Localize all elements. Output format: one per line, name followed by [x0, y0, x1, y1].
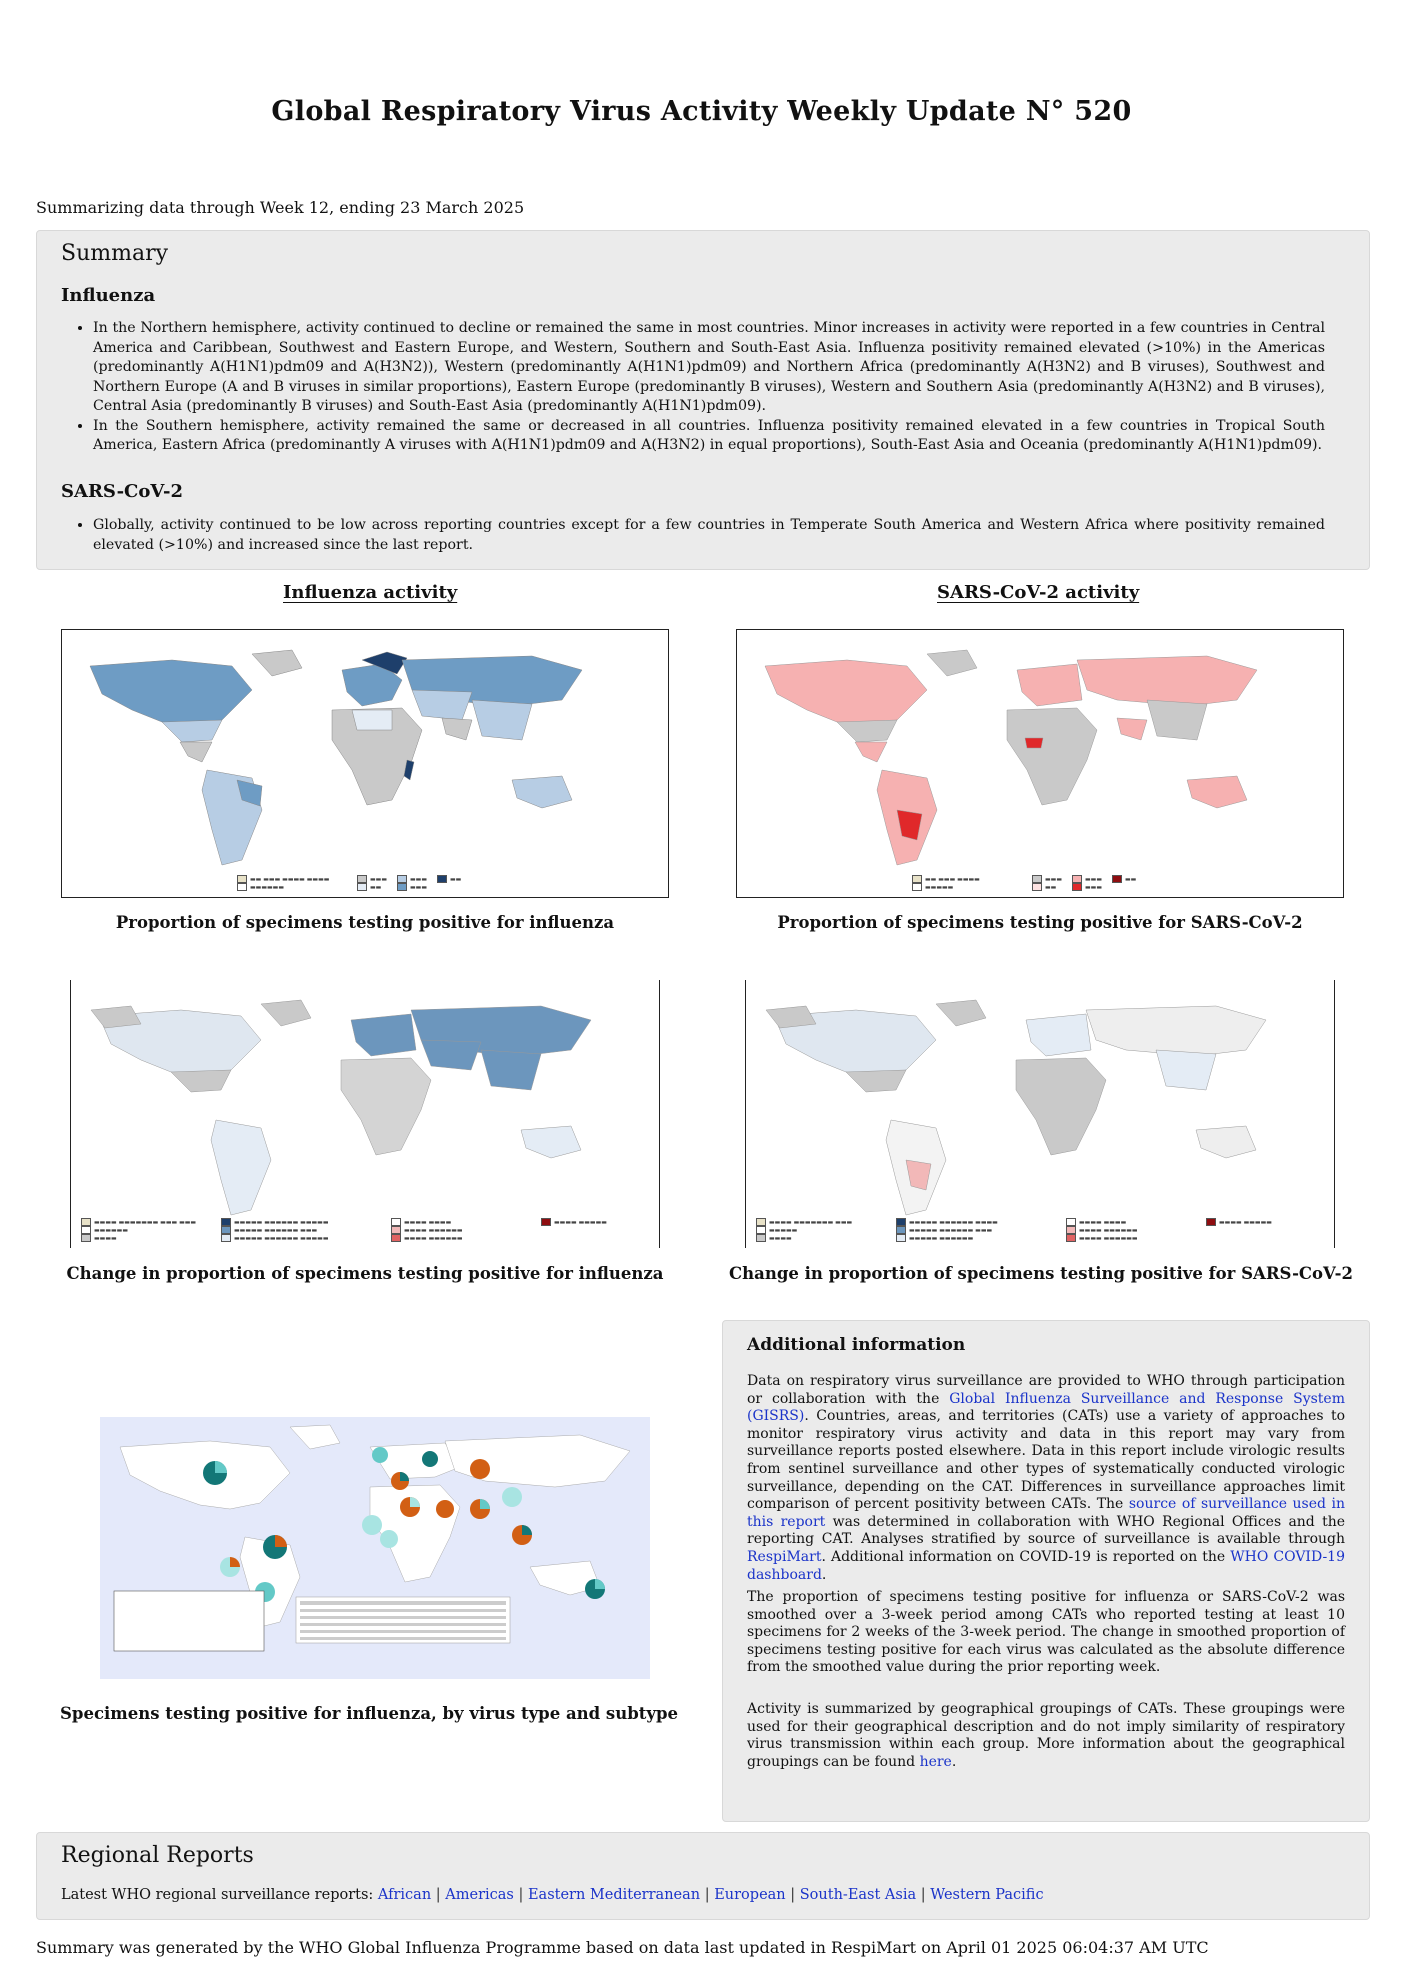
world-map-icon	[62, 630, 668, 897]
influenza-bullet: • In the Northern hemisphere, activity continued to decline or remained the same in most countries. Minor increases in activity were reported in a few countries in Central America and Caribbean, Southwest and Eastern Europe, and Western, Southern and South-East Asia. Influenza positivity remained elevated (>10%) in the Americas (predominantly A(H1N1)pdm09 and A(H3N2)), Western (predominantly A(H1N1)pdm09) and Northern Africa (predominantly A(H3N2) and B viruses), Southwest and Northern Europe (A and B viruses in similar proportions), Eastern Europe (predominantly B viruses), Western and Southern Asia (predominantly A(H3N2) and B viruses), Central Asia (predominantly B viruses) and South-East Asia (predominantly A(H1N1)pdm09).	[93, 319, 1325, 417]
sars-change-legend: ▬▬▬▬ ▬▬▬▬▬▬▬ ▬▬▬ ▬▬▬▬▬ ▬▬▬▬ ▬▬▬▬▬ ▬▬▬▬▬▬ ▬▬▬▬ ▬▬▬▬▬ ▬▬▬▬▬▬ ▬▬▬ ▬▬▬▬▬ ▬▬▬▬▬▬ ▬▬▬▬ ▬▬▬▬ ▬▬▬▬ ▬▬▬▬▬▬ ▬▬▬▬ ▬▬▬▬▬▬ ▬▬▬▬ ▬▬▬▬▬	[756, 1218, 1316, 1244]
influenza-heading: Influenza	[61, 285, 156, 306]
link-separator: |	[916, 1887, 931, 1903]
surveillance-source-link[interactable]: source of surveillance used in this report	[747, 1496, 1346, 1530]
regional-reports-lead: Latest WHO regional surveillance reports:	[61, 1887, 378, 1903]
paragraph-text: .	[951, 1753, 957, 1770]
reporting-period: Summarizing data through Week 12, ending 23 March 2025	[36, 198, 525, 217]
sars-bullets	[93, 516, 1325, 555]
influenza-change-legend: ▬▬▬▬ ▬▬▬▬▬▬▬ ▬▬▬ ▬▬▬ ▬▬▬▬▬▬ ▬▬▬▬ ▬▬▬▬▬ ▬▬▬▬▬▬ ▬▬▬▬▬ ▬▬▬▬▬ ▬▬▬▬▬▬ ▬▬▬ ▬▬▬▬▬ ▬▬▬▬▬▬ ▬▬▬▬▬ ▬▬▬▬ ▬▬▬▬ ▬▬▬▬ ▬▬▬▬▬▬ ▬▬▬▬ ▬▬▬▬▬▬ ▬▬▬▬ ▬▬▬▬▬	[81, 1218, 641, 1244]
link-separator: |	[785, 1887, 800, 1903]
paragraph-text: was determined in collaboration with WHO Regional Offices and the reporting CAT. Analyses stratified by source of surveillance is available through	[747, 1513, 1345, 1548]
influenza-subtype-map	[100, 1417, 650, 1679]
sars-change-caption: Change in proportion of specimens testing positive for SARS-CoV-2	[729, 1264, 1353, 1283]
influenza-bullets	[93, 319, 1325, 456]
regional-reports-heading: Regional Reports	[61, 1843, 254, 1868]
influenza-positivity-caption: Proportion of specimens testing positive for influenza	[115, 913, 615, 932]
influenza-bullet: • In the Southern hemisphere, activity remained the same or decreased in all countries. Influenza positivity remained elevated in a few countries in Tropical South America, Eastern Africa (predominantly A viruses with A(H1N1)pdm09 and A(H3N2) in equal proportions), South-East Asia and Oceania (predominantly A(H1N1)pdm09).	[93, 417, 1325, 456]
influenza-activity-heading: Influenza activity	[283, 582, 458, 603]
influenza-change-map	[70, 980, 660, 1248]
paragraph-text: . Additional information on COVID-19 is reported on the	[821, 1548, 1231, 1565]
regional-link-african[interactable]: African	[377, 1887, 432, 1903]
additional-info-paragraph-3	[747, 1701, 1345, 1771]
geographical-groupings-link[interactable]: here	[919, 1753, 952, 1770]
sars-positivity-caption: Proportion of specimens testing positive for SARS-CoV-2	[777, 913, 1303, 932]
summary-panel	[36, 230, 1370, 570]
covid-dashboard-link[interactable]: WHO COVID-19 dashboard	[747, 1548, 1345, 1583]
world-map-icon	[71, 980, 659, 1248]
link-separator: |	[700, 1887, 715, 1903]
additional-info-paragraph-2: The proportion of specimens testing positive for influenza or SARS-CoV-2 was smoothed over a 3-week period among CATs who reported testing at least 10 specimens for 2 weeks of the 3-week period. The change in smoothed proportion of specimens testing positive for each virus was calculated as the absolute difference from the smoothed value during the prior reporting week.	[747, 1589, 1345, 1676]
regional-reports-panel	[36, 1832, 1370, 1920]
world-map-icon	[746, 980, 1334, 1248]
sars-positivity-legend: ▬▬ ▬▬▬ ▬▬▬▬ ▬▬▬▬▬ ▬▬▬ ▬▬ ▬▬▬ ▬▬▬ ▬▬	[912, 875, 1212, 893]
additional-info-paragraph-1	[747, 1373, 1345, 1584]
regional-link-western-pacific[interactable]: Western Pacific	[930, 1887, 1044, 1903]
regional-reports-links	[61, 1887, 1044, 1903]
summary-heading: Summary	[61, 241, 169, 266]
regional-link-eastern-mediterranean[interactable]: Eastern Mediterranean	[527, 1887, 701, 1903]
sars-positivity-map	[736, 629, 1344, 898]
sars-heading: SARS-CoV-2	[61, 481, 184, 502]
paragraph-text: Data on respiratory virus surveillance are provided to WHO through participation or collaboration with the	[747, 1373, 1345, 1407]
paragraph-text: Activity is summarized by geographical groupings of CATs. These groupings were used for their geographical description and do not imply similarity of respiratory virus transmission within each group. More information about the geographical groupings can be found	[747, 1701, 1345, 1770]
regional-link-south-east-asia[interactable]: South-East Asia	[799, 1887, 917, 1903]
world-map-icon	[737, 630, 1343, 897]
additional-info-panel	[722, 1320, 1370, 1822]
document-title: Global Respiratory Virus Activity Weekly Update N° 520	[271, 96, 1132, 127]
influenza-positivity-legend: ▬▬ ▬▬▬ ▬▬▬▬ ▬▬▬▬ ▬▬▬▬▬▬ ▬▬▬ ▬▬ ▬▬▬ ▬▬▬ ▬▬	[237, 875, 537, 893]
influenza-positivity-map	[61, 629, 669, 898]
sars-bullet: • Globally, activity continued to be low across reporting countries except for a few countries in Temperate South America and Western Africa where positivity remained elevated (>10%) and increased since the last report.	[93, 516, 1325, 555]
respimart-link[interactable]: RespiMart	[747, 1548, 822, 1565]
regional-link-european[interactable]: European	[714, 1887, 786, 1903]
paragraph-text: .	[821, 1566, 827, 1583]
influenza-change-caption: Change in proportion of specimens testing positive for influenza	[66, 1264, 664, 1283]
additional-info-title: Additional information	[747, 1335, 966, 1355]
gisrs-link[interactable]: Global Influenza Surveillance and Response System (GISRS)	[747, 1390, 1345, 1425]
link-separator: |	[431, 1887, 446, 1903]
link-separator: |	[513, 1887, 528, 1903]
sars-change-map	[745, 980, 1335, 1248]
regional-link-americas[interactable]: Americas	[445, 1887, 514, 1903]
influenza-subtype-caption: Specimens testing positive for influenza, by virus type and subtype	[60, 1704, 678, 1723]
footer-note: Summary was generated by the WHO Global Influenza Programme based on data last updated in RespiMart on April 01 2025 06:04:37 AM UTC	[36, 1938, 1209, 1957]
paragraph-text: . Countries, areas, and territories (CATs) use a variety of approaches to monitor respiratory virus activity and data in this report may vary from surveillance reports posted elsewhere. Data in this report include virologic results from sentinel surveillance and other types of systematically conducted virologic surveillance, depending on the CAT. Differences in surveillance approaches limit comparison of percent positivity between CATs. The	[747, 1408, 1345, 1513]
pie-map-icon	[100, 1417, 650, 1679]
sars-activity-heading: SARS-CoV-2 activity	[937, 582, 1140, 603]
